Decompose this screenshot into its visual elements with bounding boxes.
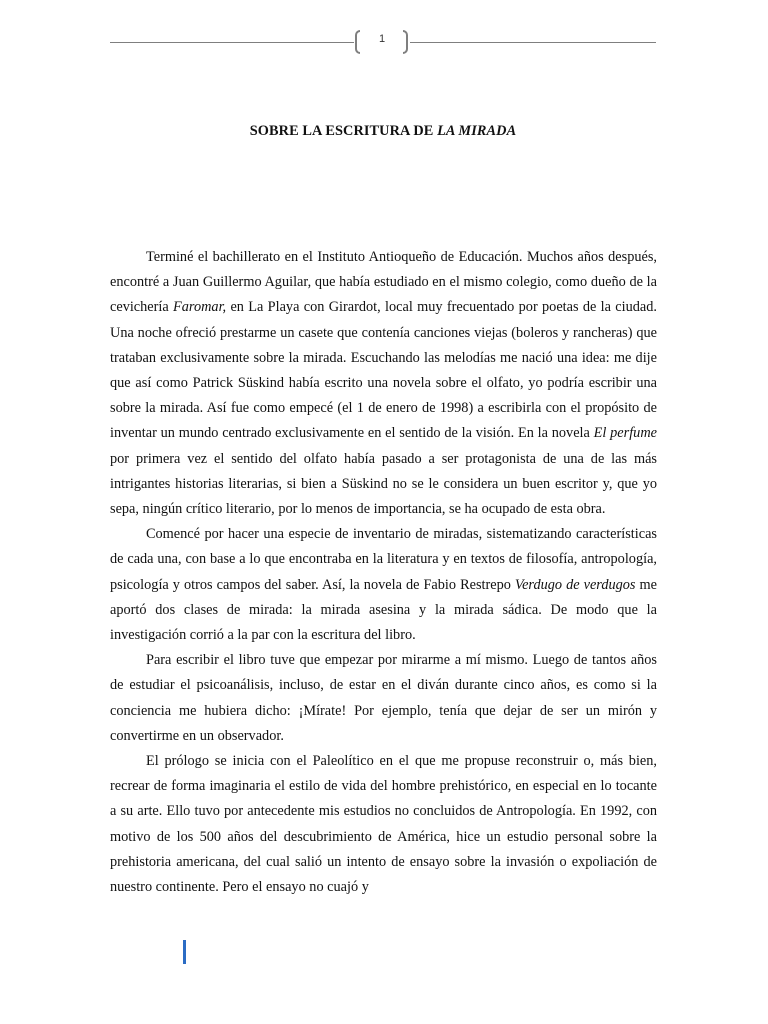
text-run: por primera vez el sentido del olfato había pasado a ser protagonista de una de las más intrigantes historias literarias, si bien a Süskind no se le considera un buen escritor y, que yo sepa, ningún crítico literario, por lo menos de importancia, se ha ocupado de esta obra. <box>110 450 657 518</box>
header-rule-left <box>110 42 354 43</box>
document-title <box>110 123 656 140</box>
left-bracket-ornament <box>355 30 360 54</box>
title-main: SOBRE LA ESCRITURA DE <box>249 123 438 139</box>
italic-text: El perfume <box>593 425 657 442</box>
document-body[interactable] <box>110 245 657 900</box>
italic-text: Faromar, <box>173 299 227 316</box>
page-number: 1 <box>378 33 386 45</box>
text-run: me aportó dos clases de mirada: la mirada asesina y la mirada sádica. De modo que la investigación corrió a la par con la escritura del libro. <box>110 576 657 644</box>
paragraph <box>110 522 657 648</box>
text-run: Para escribir el libro tuve que empezar por mirarme a mí mismo. Luego de tantos años de estudiar el psicoanálisis, incluso, de estar en el diván durante cinco años, es como si la conciencia me hubiera dicho: ¡Mírate! Por ejemplo, tenía que dejar de ser un mirón y convertirme en un observador. <box>110 652 657 744</box>
text-run: en La Playa con Girardot, local muy frecuentado por poetas de la ciudad. Una noche ofreció prestarme un casete que contenía canciones viejas (boleros y rancheras) que trataban exclusivamente sobre la mirada. Escuchando las melodías me nació una idea: me dije que así como Patrick Süskind había escrito una novela sobre el olfato, yo podría escribir una sobre la mirada. Así fue como empecé (el 1 de enero de 1998) a escribirla con el propósito de inventar un mundo centrado exclusivamente en el sentido de la visión. En la novela <box>110 299 657 442</box>
text-cursor <box>183 940 186 964</box>
title-italic: LA MIRADA <box>437 123 517 139</box>
text-run: El prólogo se inicia con el Paleolítico en el que me propuse reconstruir o, más bien, recrear de forma imaginaria el estilo de vida del hombre prehistórico, en especial en lo tocante a su arte. Ello tuvo por antecedente mis estudios no concluidos de Antropología. En 1992, con motivo de los 500 años del descubrimiento de América, hice un estudio personal sobre la prehistoria americana, del cual salió un intento de ensayo sobre la invasión o expoliación de nuestro continente. Pero el ensayo no cuajó y <box>110 753 657 896</box>
header-rule-right <box>410 42 656 43</box>
paragraph <box>110 648 657 749</box>
paragraph <box>110 245 657 522</box>
paragraph <box>110 749 657 900</box>
italic-text: Verdugo de verdugos <box>514 576 636 593</box>
right-bracket-ornament <box>403 30 408 54</box>
text-run: Comencé por hacer una especie de inventario de miradas, sistematizando características de cada una, con base a lo que encontraba en la literatura y en textos de filosofía, antropología, psicología y otros campos del saber. Así, la novela de Fabio Restrepo <box>110 526 657 593</box>
text-run: Terminé el bachillerato en el Instituto Antioqueño de Educación. Muchos años después, encontré a Juan Guillermo Aguilar, que había estudiado en el mismo colegio, como dueño de la cevichería <box>110 249 657 316</box>
